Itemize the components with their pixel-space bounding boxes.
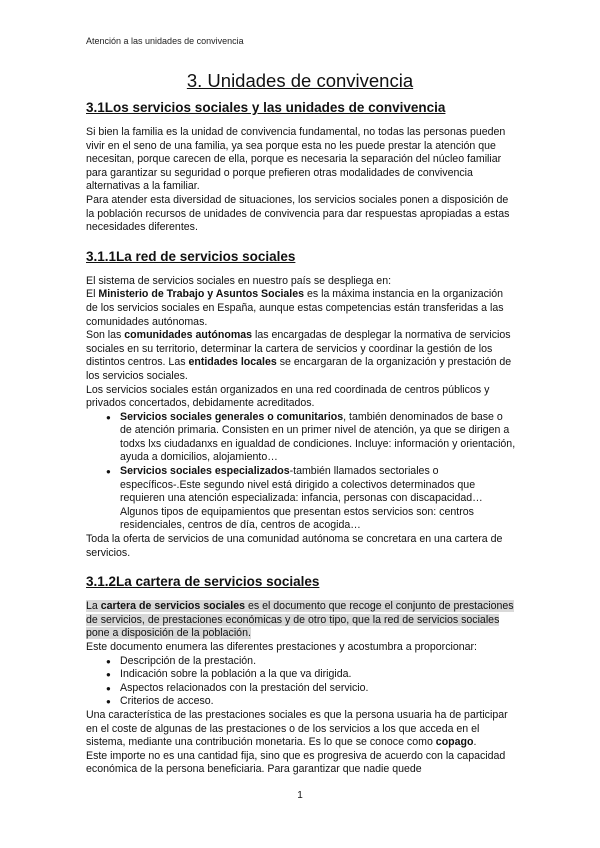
section-heading-3-1: 3.1Los servicios sociales y las unidades de convivencia <box>86 100 446 115</box>
paragraph: El sistema de servicios sociales en nuestro país se despliega en: <box>86 274 392 287</box>
page-number: 1 <box>297 790 303 801</box>
bullet-list <box>86 411 516 533</box>
page-title: 3. Unidades de convivencia <box>186 70 414 91</box>
list-item: ● Servicios sociales generales o comunitarios, también denominados de base o de atención primaria. Consisten en un primer nivel de atención, ya que se dirigen a todxs lxs ciudadanxs en igualdad de condiciones. Incluye: información y orientación, ayuda a domicilios, alojamiento… <box>120 411 516 465</box>
list-item: ● Descripción de la prestación. <box>120 655 516 669</box>
document-body <box>86 100 516 777</box>
paragraph: Para atender esta diversidad de situaciones, los servicios sociales ponen a disposición de la población recursos de unidades de convivencia para dar respuestas apropiadas a estas necesidades diferentes. <box>86 193 510 234</box>
bullet-list <box>86 655 516 709</box>
list-item: ● Aspectos relacionados con la prestación del servicio. <box>120 682 516 696</box>
paragraph: Este documento enumera las diferentes prestaciones y acostumbra a proporcionar: <box>86 641 478 653</box>
paragraph: Este importe no es una cantidad fija, sino que es progresiva de acuerdo con la capacidad económica de la persona beneficiaria. Para garantizar que nadie quede <box>86 749 506 776</box>
paragraph: Una característica de las prestaciones sociales es que la persona usuaria ha de participar en el coste de algunas de las prestaciones o de los servicios a los que acceda en el sistema, mediante una contribución monetaria. Es lo que se conoce como copago. <box>86 708 508 749</box>
list-item: ● Indicación sobre la población a la que va dirigida. <box>120 668 516 682</box>
section-heading-3-1-1: 3.1.1La red de servicios sociales <box>86 248 296 264</box>
bold-term: entidades locales <box>188 356 277 369</box>
bold-term: copago <box>435 736 474 749</box>
paragraph: Los servicios sociales están organizados en una red coordinada de centros públicos y privados concertados, debidamente acreditados. <box>86 383 490 410</box>
paragraph: Si bien la familia es la unidad de convivencia fundamental, no todas las personas pueden vivir en el seno de una familia, ya sea porque esta no les puede prestar la atención que necesitan, porque carecen de ella, porque es necesaria la separación del núcleo familiar para garantizar su seguridad o porque prefieren otras modalidades de convivencia alternativas a la familiar. <box>86 126 506 193</box>
list-item: ● Servicios sociales especializados-también llamados sectoriales o específicos-.Este segundo nivel está dirigido a colectivos determinados que requieren una atención especializada: infancia, personas con discapacidad… Algunos tipos de equipamientos que presentan estos servicios son: centros residenciales, centros de día, centros de acogida… <box>120 465 516 533</box>
highlighted-paragraph: La cartera de servicios sociales es el documento que recoge el conjunto de prestaciones de servicios, de prestaciones económicas y de otro tipo, que la red de servicios sociales pone a disposición de la población. <box>86 600 514 640</box>
list-item: ● Criterios de acceso. <box>120 695 516 709</box>
bold-term: comunidades autónomas <box>124 329 253 342</box>
paragraph: Toda la oferta de servicios de una comunidad autónoma se concretara en una cartera de servicios. <box>86 533 503 559</box>
paragraph: Son las comunidades autónomas las encargadas de desplegar la normativa de servicios sociales en su territorio, determinar la cartera de servicios y coordinar la gestión de los distintos centros. Las entidades locales se encargaran de la organización y prestación de los servicios sociales. <box>86 329 512 382</box>
running-header: Atención a las unidades de convivencia <box>86 36 244 46</box>
section-heading-3-1-2: 3.1.2La cartera de servicios sociales <box>86 574 320 590</box>
bold-term: Ministerio de Trabajo y Asuntos Sociales <box>98 288 305 301</box>
paragraph: El Ministerio de Trabajo y Asuntos Sociales es la máxima instancia en la organización de los servicios sociales en España, aunque estas competencias están transferidas a las comunidades autónomas. <box>86 288 504 328</box>
